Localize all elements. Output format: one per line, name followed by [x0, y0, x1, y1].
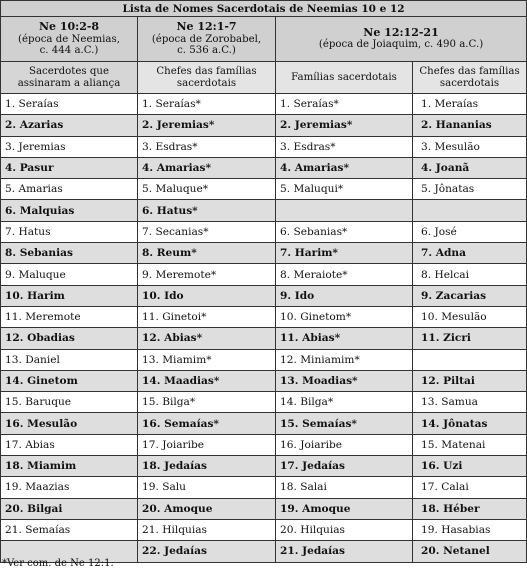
table-cell: 15. Matenai [413, 434, 527, 455]
ref-header-2-date: c. 536 a.C.) [177, 45, 236, 57]
table-cell: 7. Adna [413, 243, 527, 264]
table-cell: 5. Jônatas [413, 179, 527, 200]
table-cell: 14. Ginetom [1, 370, 138, 391]
table-row [1, 115, 527, 136]
table-cell: 17. Calai [413, 477, 527, 498]
table-cell: 1. Seraías [1, 94, 138, 115]
table-cell: 21. Hilquias [138, 519, 276, 540]
table-cell: 13. Moadias* [276, 370, 413, 391]
table-cell: 22. Jedaías [138, 541, 276, 562]
table-cell: 1. Seraías* [138, 94, 276, 115]
table-cell: 4. Amarias* [138, 157, 276, 178]
table-cell: 18. Salai [276, 477, 413, 498]
table-cell: 5. Maluqui* [276, 179, 413, 200]
table-cell [276, 200, 413, 221]
table-cell: 1. Meraías [413, 94, 527, 115]
table-cell: 5. Maluque* [138, 179, 276, 200]
table-row [1, 392, 527, 413]
table-cell: 1. Seraías* [276, 94, 413, 115]
table-cell: 17. Jedaías [276, 456, 413, 477]
table-cell: 6. Hatus* [138, 200, 276, 221]
table-cell: 3. Esdras* [276, 136, 413, 157]
table-cell: 18. Miamim [1, 456, 138, 477]
ref-header-3-period: (época de Joiaquim, c. 490 a.C.) [318, 39, 484, 51]
table-cell: 7. Harim* [276, 243, 413, 264]
table-row [1, 456, 527, 477]
table-cell: 10. Mesulão [413, 306, 527, 327]
table-cell: 15. Bilga* [138, 392, 276, 413]
table-cell: 20. Bilgai [1, 498, 138, 519]
table-cell: 2. Azarias [1, 115, 138, 136]
table-cell: 12. Abias* [138, 328, 276, 349]
table-cell: 13. Daniel [1, 349, 138, 370]
table-cell: 8. Reum* [138, 243, 276, 264]
table-row [1, 243, 527, 264]
table-row [1, 179, 527, 200]
table-cell: 3. Jeremias [1, 136, 138, 157]
table-cell: 15. Semaías* [276, 413, 413, 434]
table-cell: 16. Uzi [413, 456, 527, 477]
table-cell: 12. Miniamim* [276, 349, 413, 370]
ref-header-3-passage: Ne 12:12-21 [363, 25, 439, 39]
table-row [1, 498, 527, 519]
table-cell: 20. Netanel [413, 541, 527, 562]
table-cell: 19. Salu [138, 477, 276, 498]
table-cell: 19. Amoque [276, 498, 413, 519]
table-cell [413, 349, 527, 370]
table-cell: 10. Harim [1, 285, 138, 306]
table-cell: 9. Maluque [1, 264, 138, 285]
table-cell: 13. Miamim* [138, 349, 276, 370]
table-title: Lista de Nomes Sacerdotais de Neemias 10 e 12 [1, 1, 527, 17]
table-cell: 17. Abias [1, 434, 138, 455]
table-cell: 2. Jeremias* [138, 115, 276, 136]
table-cell: 19. Hasabias [413, 519, 527, 540]
table-cell: 10. Ido [138, 285, 276, 306]
table-cell: 8. Sebanias [1, 243, 138, 264]
table-cell: 21. Jedaías [276, 541, 413, 562]
table-cell: 2. Jeremias* [276, 115, 413, 136]
table-cell: 4. Joanã [413, 157, 527, 178]
table-row [1, 264, 527, 285]
table-cell: 11. Meremote [1, 306, 138, 327]
table-cell: 9. Ido [276, 285, 413, 306]
table-cell: 6. Malquias [1, 200, 138, 221]
table-cell: 7. Hatus [1, 221, 138, 242]
table-row [1, 434, 527, 455]
table-cell: 18. Jedaías [138, 456, 276, 477]
table-cell: 7. Secanias* [138, 221, 276, 242]
table-cell: 3. Esdras* [138, 136, 276, 157]
ref-header-2-period: (época de Zorobabel, [151, 33, 262, 45]
table-cell: 19. Maazias [1, 477, 138, 498]
table-cell: 12. Obadias [1, 328, 138, 349]
table-cell: 15. Baruque [1, 392, 138, 413]
table-cell: 16. Joiaribe [276, 434, 413, 455]
table-cell: 20. Hilquias [276, 519, 413, 540]
table-row [1, 94, 527, 115]
table-row [1, 349, 527, 370]
ref-header-1-date: c. 444 a.C.) [39, 45, 99, 57]
column-header-family-heads-1: Chefes das famílias sacerdotais [138, 62, 276, 94]
table-cell: 13. Samua [413, 392, 527, 413]
table-cell: 4. Pasur [1, 157, 138, 178]
table-row [1, 306, 527, 327]
table-cell: 3. Mesulão [413, 136, 527, 157]
ref-header-3 [276, 17, 527, 62]
table-row [1, 413, 527, 434]
table-cell: 16. Semaías* [138, 413, 276, 434]
table-row [1, 519, 527, 540]
footnote: *Ver com. de Ne 12:1. [2, 558, 114, 569]
table-row [1, 370, 527, 391]
table-cell: 17. Joiaribe [138, 434, 276, 455]
table-cell: 14. Bilga* [276, 392, 413, 413]
table-cell: 18. Héber [413, 498, 527, 519]
table-cell: 9. Zacarias [413, 285, 527, 306]
table-row [1, 285, 527, 306]
table-cell: 21. Semaías [1, 519, 138, 540]
table-cell: 11. Abias* [276, 328, 413, 349]
ref-header-1-period: (época de Neemias, [18, 33, 120, 45]
table-cell: 11. Zicri [413, 328, 527, 349]
ref-header-1 [1, 17, 138, 62]
table-row [1, 157, 527, 178]
table-cell: 6. Sebanias* [276, 221, 413, 242]
table-cell: 10. Ginetom* [276, 306, 413, 327]
table-cell: 5. Amarias [1, 179, 138, 200]
table-cell: 20. Amoque [138, 498, 276, 519]
column-header-priestly-families: Famílias sacerdotais [276, 62, 413, 94]
table-row [1, 221, 527, 242]
table-cell: 2. Hananias [413, 115, 527, 136]
table-cell: 6. José [413, 221, 527, 242]
table-cell: 14. Jônatas [413, 413, 527, 434]
ref-header-2 [138, 17, 276, 62]
table-cell: 8. Meraiote* [276, 264, 413, 285]
table-cell: 12. Piltai [413, 370, 527, 391]
table-cell: 8. Helcai [413, 264, 527, 285]
table-row [1, 200, 527, 221]
table-cell: 4. Amarias* [276, 157, 413, 178]
table-body [1, 94, 527, 563]
table-row [1, 477, 527, 498]
table-row [1, 328, 527, 349]
column-header-signers: Sacerdotes que assinaram a aliança [1, 62, 138, 94]
table-cell: 14. Maadias* [138, 370, 276, 391]
table-cell: 16. Mesulão [1, 413, 138, 434]
ref-header-1-passage: Ne 10:2-8 [38, 19, 100, 33]
table-cell [413, 200, 527, 221]
table-row [1, 136, 527, 157]
table-cell: 11. Ginetoi* [138, 306, 276, 327]
table-cell: 9. Meremote* [138, 264, 276, 285]
column-header-family-heads-2: Chefes das famílias sacerdotais [413, 62, 527, 94]
ref-header-2-passage: Ne 12:1-7 [176, 19, 237, 33]
